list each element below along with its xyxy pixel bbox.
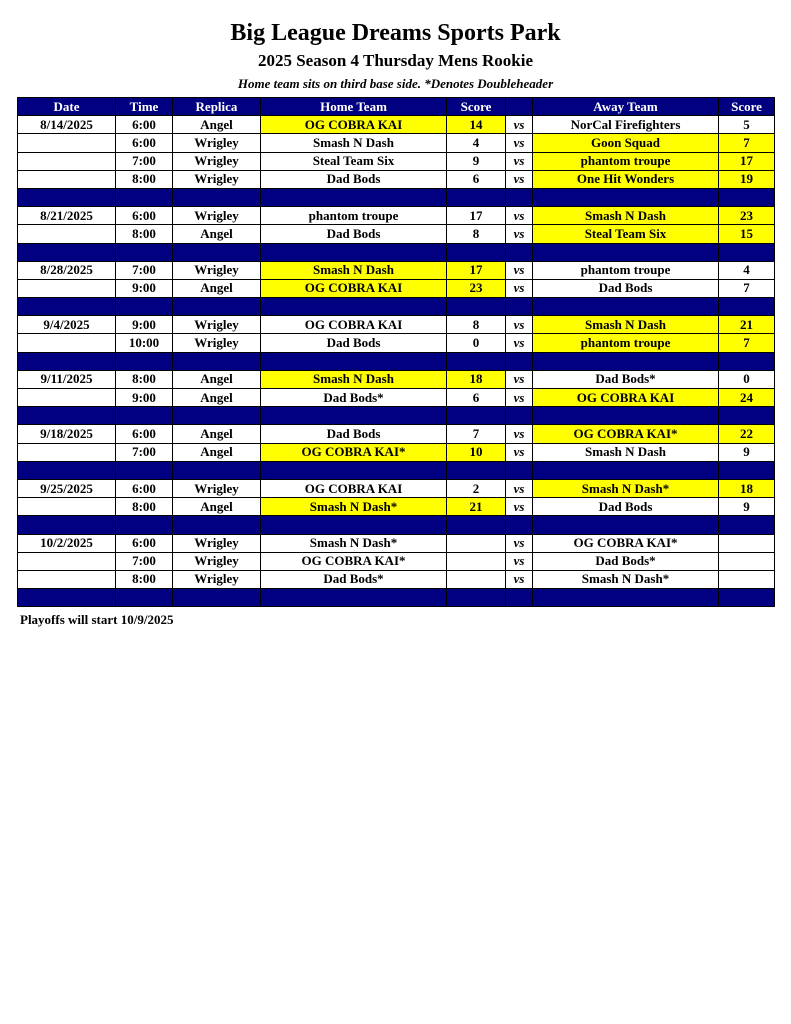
separator-cell (18, 243, 116, 261)
separator-cell (719, 461, 775, 479)
game-time: 6:00 (116, 479, 173, 497)
home-score: 17 (447, 261, 506, 279)
game-replica: Wrigley (173, 534, 261, 552)
game-date: 9/25/2025 (18, 479, 116, 497)
home-team: Smash N Dash* (261, 498, 447, 516)
separator-cell (261, 188, 447, 206)
week-separator-row (18, 188, 775, 206)
header-date: Date (18, 98, 116, 116)
home-score: 8 (447, 316, 506, 334)
away-score: 7 (719, 134, 775, 152)
game-replica: Wrigley (173, 207, 261, 225)
game-replica: Wrigley (173, 552, 261, 570)
game-time: 6:00 (116, 534, 173, 552)
vs-label: vs (506, 207, 533, 225)
week-separator-row (18, 461, 775, 479)
home-team: OG COBRA KAI (261, 479, 447, 497)
away-team: OG COBRA KAI* (533, 425, 719, 443)
separator-cell (173, 516, 261, 534)
separator-cell (533, 298, 719, 316)
home-team: phantom troupe (261, 207, 447, 225)
away-team: Smash N Dash (533, 443, 719, 461)
game-time: 7:00 (116, 552, 173, 570)
home-team: OG COBRA KAI (261, 279, 447, 297)
separator-cell (506, 243, 533, 261)
game-replica: Angel (173, 443, 261, 461)
game-date (18, 570, 116, 588)
separator-cell (116, 243, 173, 261)
vs-label: vs (506, 570, 533, 588)
table-row (18, 261, 775, 279)
separator-cell (533, 589, 719, 607)
vs-label: vs (506, 225, 533, 243)
page-subtitle: 2025 Season 4 Thursday Mens Rookie (257, 51, 534, 70)
game-replica: Wrigley (173, 334, 261, 352)
away-team: Dad Bods* (533, 552, 719, 570)
away-team: Dad Bods* (533, 370, 719, 388)
game-replica: Wrigley (173, 570, 261, 588)
home-score: 10 (447, 443, 506, 461)
vs-label: vs (506, 370, 533, 388)
separator-cell (533, 516, 719, 534)
separator-cell (506, 352, 533, 370)
separator-cell (506, 516, 533, 534)
game-replica: Angel (173, 225, 261, 243)
table-row (18, 279, 775, 297)
separator-cell (173, 243, 261, 261)
home-score (447, 552, 506, 570)
away-team: Smash N Dash (533, 207, 719, 225)
separator-cell (506, 188, 533, 206)
table-header-row (18, 98, 775, 116)
home-score (447, 534, 506, 552)
separator-cell (116, 589, 173, 607)
away-score: 5 (719, 116, 775, 134)
away-score: 9 (719, 443, 775, 461)
away-score: 4 (719, 261, 775, 279)
table-row (18, 498, 775, 516)
separator-cell (173, 589, 261, 607)
table-row (18, 316, 775, 334)
home-score: 7 (447, 425, 506, 443)
home-team: Steal Team Six (261, 152, 447, 170)
vs-label: vs (506, 552, 533, 570)
separator-cell (173, 298, 261, 316)
game-time: 6:00 (116, 425, 173, 443)
separator-cell (533, 188, 719, 206)
home-team: OG COBRA KAI (261, 316, 447, 334)
week-separator-row (18, 516, 775, 534)
game-time: 8:00 (116, 225, 173, 243)
separator-cell (173, 461, 261, 479)
separator-cell (506, 407, 533, 425)
vs-label: vs (506, 261, 533, 279)
header-home-team: Home Team (261, 98, 447, 116)
schedule-table (17, 97, 775, 607)
away-score: 7 (719, 279, 775, 297)
vs-label: vs (506, 443, 533, 461)
game-date (18, 170, 116, 188)
home-score: 21 (447, 498, 506, 516)
home-score: 0 (447, 334, 506, 352)
vs-label: vs (506, 389, 533, 407)
separator-cell (18, 589, 116, 607)
game-replica: Wrigley (173, 170, 261, 188)
separator-cell (18, 298, 116, 316)
away-score: 24 (719, 389, 775, 407)
vs-label: vs (506, 334, 533, 352)
home-score: 23 (447, 279, 506, 297)
separator-cell (261, 243, 447, 261)
game-date: 10/2/2025 (18, 534, 116, 552)
game-date (18, 334, 116, 352)
separator-cell (506, 461, 533, 479)
away-team: Goon Squad (533, 134, 719, 152)
game-replica: Angel (173, 279, 261, 297)
table-row (18, 534, 775, 552)
separator-cell (719, 298, 775, 316)
week-separator-row (18, 352, 775, 370)
table-row (18, 389, 775, 407)
home-score: 18 (447, 370, 506, 388)
away-team: Smash N Dash (533, 316, 719, 334)
game-date (18, 552, 116, 570)
home-team: Dad Bods (261, 334, 447, 352)
separator-cell (533, 461, 719, 479)
home-team: Dad Bods* (261, 570, 447, 588)
away-team: One Hit Wonders (533, 170, 719, 188)
table-row (18, 116, 775, 134)
separator-cell (719, 516, 775, 534)
game-replica: Wrigley (173, 134, 261, 152)
separator-cell (447, 589, 506, 607)
home-score: 17 (447, 207, 506, 225)
separator-cell (261, 407, 447, 425)
separator-cell (261, 352, 447, 370)
table-row (18, 570, 775, 588)
away-team: Smash N Dash* (533, 570, 719, 588)
separator-cell (447, 461, 506, 479)
separator-cell (719, 407, 775, 425)
vs-label: vs (506, 152, 533, 170)
header-vs (506, 98, 533, 116)
home-score: 6 (447, 389, 506, 407)
game-time: 6:00 (116, 134, 173, 152)
game-date: 9/11/2025 (18, 370, 116, 388)
separator-cell (447, 243, 506, 261)
header-replica: Replica (173, 98, 261, 116)
separator-cell (719, 243, 775, 261)
away-team: Dad Bods (533, 279, 719, 297)
home-team-note: Home team sits on third base side. *Denotes Doubleheader (237, 76, 554, 91)
vs-label: vs (506, 534, 533, 552)
week-separator-row (18, 589, 775, 607)
away-score: 22 (719, 425, 775, 443)
separator-cell (533, 407, 719, 425)
home-team: OG COBRA KAI* (261, 443, 447, 461)
game-time: 6:00 (116, 116, 173, 134)
separator-cell (447, 516, 506, 534)
game-time: 8:00 (116, 498, 173, 516)
vs-label: vs (506, 479, 533, 497)
separator-cell (447, 407, 506, 425)
home-team: Dad Bods (261, 170, 447, 188)
separator-cell (533, 243, 719, 261)
away-team: OG COBRA KAI (533, 389, 719, 407)
separator-cell (261, 298, 447, 316)
separator-cell (719, 188, 775, 206)
separator-cell (116, 188, 173, 206)
game-replica: Angel (173, 370, 261, 388)
vs-label: vs (506, 425, 533, 443)
away-score (719, 570, 775, 588)
game-replica: Angel (173, 425, 261, 443)
table-row (18, 552, 775, 570)
table-row (18, 152, 775, 170)
game-replica: Angel (173, 116, 261, 134)
table-row (18, 479, 775, 497)
home-score: 4 (447, 134, 506, 152)
home-team: Smash N Dash (261, 370, 447, 388)
game-time: 7:00 (116, 443, 173, 461)
vs-label: vs (506, 498, 533, 516)
playoffs-note: Playoffs will start 10/9/2025 (20, 612, 174, 627)
game-time: 7:00 (116, 152, 173, 170)
away-score: 0 (719, 370, 775, 388)
separator-cell (116, 407, 173, 425)
separator-cell (506, 589, 533, 607)
schedule-body (18, 116, 775, 607)
game-replica: Angel (173, 389, 261, 407)
away-score: 18 (719, 479, 775, 497)
week-separator-row (18, 407, 775, 425)
home-team: Smash N Dash (261, 261, 447, 279)
game-date (18, 225, 116, 243)
separator-cell (18, 188, 116, 206)
home-score: 2 (447, 479, 506, 497)
game-date: 8/21/2025 (18, 207, 116, 225)
game-date (18, 134, 116, 152)
separator-cell (719, 589, 775, 607)
separator-cell (173, 188, 261, 206)
game-replica: Wrigley (173, 316, 261, 334)
game-date: 9/4/2025 (18, 316, 116, 334)
game-time: 6:00 (116, 207, 173, 225)
away-team: phantom troupe (533, 152, 719, 170)
game-replica: Wrigley (173, 479, 261, 497)
table-row (18, 134, 775, 152)
separator-cell (116, 298, 173, 316)
header-away-score: Score (719, 98, 775, 116)
separator-cell (116, 516, 173, 534)
away-score: 7 (719, 334, 775, 352)
home-score: 9 (447, 152, 506, 170)
vs-label: vs (506, 316, 533, 334)
game-time: 9:00 (116, 316, 173, 334)
home-score (447, 570, 506, 588)
home-score: 14 (447, 116, 506, 134)
week-separator-row (18, 298, 775, 316)
header-home-score: Score (447, 98, 506, 116)
game-replica: Angel (173, 498, 261, 516)
game-date (18, 443, 116, 461)
game-time: 7:00 (116, 261, 173, 279)
separator-cell (173, 407, 261, 425)
separator-cell (447, 188, 506, 206)
away-team: OG COBRA KAI* (533, 534, 719, 552)
away-score: 21 (719, 316, 775, 334)
away-team: phantom troupe (533, 334, 719, 352)
separator-cell (18, 516, 116, 534)
week-separator-row (18, 243, 775, 261)
game-date: 8/14/2025 (18, 116, 116, 134)
home-team: OG COBRA KAI (261, 116, 447, 134)
header-away-team: Away Team (533, 98, 719, 116)
away-score (719, 552, 775, 570)
separator-cell (261, 461, 447, 479)
away-score: 17 (719, 152, 775, 170)
home-score: 8 (447, 225, 506, 243)
separator-cell (447, 352, 506, 370)
home-team: Dad Bods* (261, 389, 447, 407)
game-date (18, 152, 116, 170)
away-team: Smash N Dash* (533, 479, 719, 497)
home-team: Smash N Dash* (261, 534, 447, 552)
separator-cell (116, 461, 173, 479)
vs-label: vs (506, 116, 533, 134)
away-score: 15 (719, 225, 775, 243)
game-time: 9:00 (116, 279, 173, 297)
separator-cell (18, 461, 116, 479)
home-team: OG COBRA KAI* (261, 552, 447, 570)
separator-cell (261, 589, 447, 607)
away-score: 23 (719, 207, 775, 225)
separator-cell (719, 352, 775, 370)
home-team: Smash N Dash (261, 134, 447, 152)
game-replica: Wrigley (173, 152, 261, 170)
table-row (18, 370, 775, 388)
header-time: Time (116, 98, 173, 116)
home-score: 6 (447, 170, 506, 188)
game-date (18, 498, 116, 516)
table-row (18, 207, 775, 225)
away-team: NorCal Firefighters (533, 116, 719, 134)
separator-cell (173, 352, 261, 370)
separator-cell (261, 516, 447, 534)
game-time: 9:00 (116, 389, 173, 407)
separator-cell (116, 352, 173, 370)
table-row (18, 443, 775, 461)
away-score: 9 (719, 498, 775, 516)
away-team: Dad Bods (533, 498, 719, 516)
game-time: 8:00 (116, 370, 173, 388)
away-team: phantom troupe (533, 261, 719, 279)
game-date: 8/28/2025 (18, 261, 116, 279)
page-title: Big League Dreams Sports Park (230, 20, 561, 46)
game-date: 9/18/2025 (18, 425, 116, 443)
away-team: Steal Team Six (533, 225, 719, 243)
game-date (18, 389, 116, 407)
game-time: 10:00 (116, 334, 173, 352)
vs-label: vs (506, 134, 533, 152)
separator-cell (506, 298, 533, 316)
table-row (18, 425, 775, 443)
separator-cell (18, 407, 116, 425)
game-replica: Wrigley (173, 261, 261, 279)
away-score (719, 534, 775, 552)
home-team: Dad Bods (261, 425, 447, 443)
table-row (18, 225, 775, 243)
vs-label: vs (506, 170, 533, 188)
table-row (18, 170, 775, 188)
separator-cell (18, 352, 116, 370)
table-row (18, 334, 775, 352)
separator-cell (447, 298, 506, 316)
game-time: 8:00 (116, 570, 173, 588)
home-team: Dad Bods (261, 225, 447, 243)
game-date (18, 279, 116, 297)
separator-cell (533, 352, 719, 370)
vs-label: vs (506, 279, 533, 297)
game-time: 8:00 (116, 170, 173, 188)
away-score: 19 (719, 170, 775, 188)
